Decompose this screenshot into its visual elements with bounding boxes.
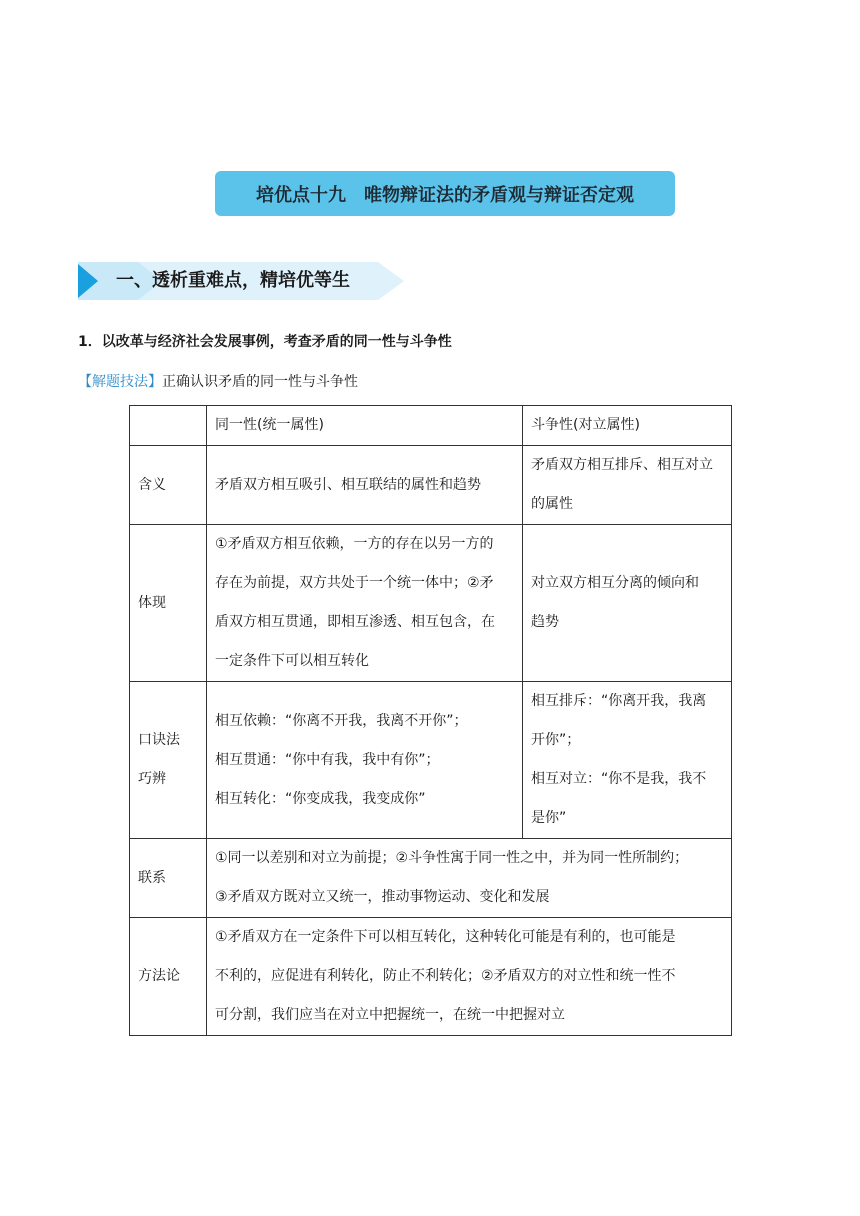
cell-line: 矛盾双方相互排斥、相互对立: [531, 457, 713, 473]
cell-line: 相互转化：“你变成我，我变成你”: [215, 790, 426, 807]
struggle-cell: [523, 682, 732, 839]
table-row: [130, 446, 732, 525]
cell-line: 不利的，应促进有利转化，防止不利转化；②矛盾双方的对立性和统一性不: [215, 968, 676, 984]
cell-line: 的属性: [531, 496, 573, 512]
struggle-cell: [523, 446, 732, 525]
table-row: [130, 839, 732, 918]
cell-line: 相互对立：“你不是我，我不: [531, 771, 707, 787]
table-row: [130, 682, 732, 839]
struggle-cell: [523, 525, 732, 682]
header-cell-struggle: 斗争性(对立属性): [523, 406, 732, 446]
table-row: [130, 918, 732, 1036]
question-heading: 1．以改革与经济社会发展事例，考查矛盾的同一性与斗争性: [78, 334, 452, 350]
cell-line: ①同一以差别和对立为前提；②斗争性寓于同一性之中，并为同一性所制约；: [215, 850, 689, 866]
contradiction-table: [129, 405, 732, 1036]
cell-line: 相互依赖：“你离不开我，我离不开你”；: [215, 712, 468, 729]
merged-cell: [207, 839, 732, 918]
row-label: [130, 682, 207, 839]
tip-line: [78, 371, 358, 391]
tip-tag: 【解题技法】: [78, 374, 162, 390]
cell-line: 相互贯通：“你中有我，我中有你”；: [215, 751, 440, 768]
cell-line: ①矛盾双方相互依赖，一方的存在以另一方的: [215, 536, 494, 552]
cell-line: 一定条件下可以相互转化: [215, 653, 369, 669]
merged-cell: [207, 918, 732, 1036]
cell-line: 相互排斥：“你离开我，我离: [531, 693, 707, 709]
cell-line: 存在为前提，双方共处于一个统一体中；②矛: [215, 575, 494, 591]
section-banner: [78, 262, 404, 300]
row-label: 联系: [130, 839, 207, 918]
identity-cell: [207, 525, 523, 682]
cell-line: 口诀法: [138, 732, 180, 748]
cell-line: 开你”；: [531, 732, 581, 748]
cell-line: ①矛盾双方在一定条件下可以相互转化，这种转化可能是有利的，也可能是: [215, 929, 676, 945]
row-label: 体现: [130, 525, 207, 682]
cell-line: 矛盾双方相互吸引、相互联结的属性和趋势: [215, 476, 481, 493]
section-heading: 一、透析重难点，精培优等生: [116, 270, 350, 291]
cell-line: 是你”: [531, 810, 567, 826]
identity-cell: [207, 446, 523, 525]
row-label: 方法论: [130, 918, 207, 1036]
cell-line: 盾双方相互贯通，即相互渗透、相互包含，在: [215, 614, 495, 630]
cell-line: 趋势: [531, 614, 559, 630]
cell-line: 对立双方相互分离的倾向和: [531, 575, 699, 591]
header-cell-blank: [130, 406, 207, 446]
tip-text: 正确认识矛盾的同一性与斗争性: [162, 374, 358, 390]
cell-line: 可分割，我们应当在对立中把握统一，在统一中把握对立: [215, 1007, 565, 1023]
header-cell-identity: 同一性(统一属性): [207, 406, 523, 446]
table-header-row: [130, 406, 732, 446]
cell-line: ③矛盾双方既对立又统一，推动事物运动、变化和发展: [215, 889, 550, 905]
page-title: 培优点十九 唯物辩证法的矛盾观与辩证否定观: [215, 171, 675, 216]
table-row: [130, 525, 732, 682]
identity-cell: [207, 682, 523, 839]
cell-line: 巧辨: [138, 771, 166, 787]
row-label: 含义: [130, 446, 207, 525]
